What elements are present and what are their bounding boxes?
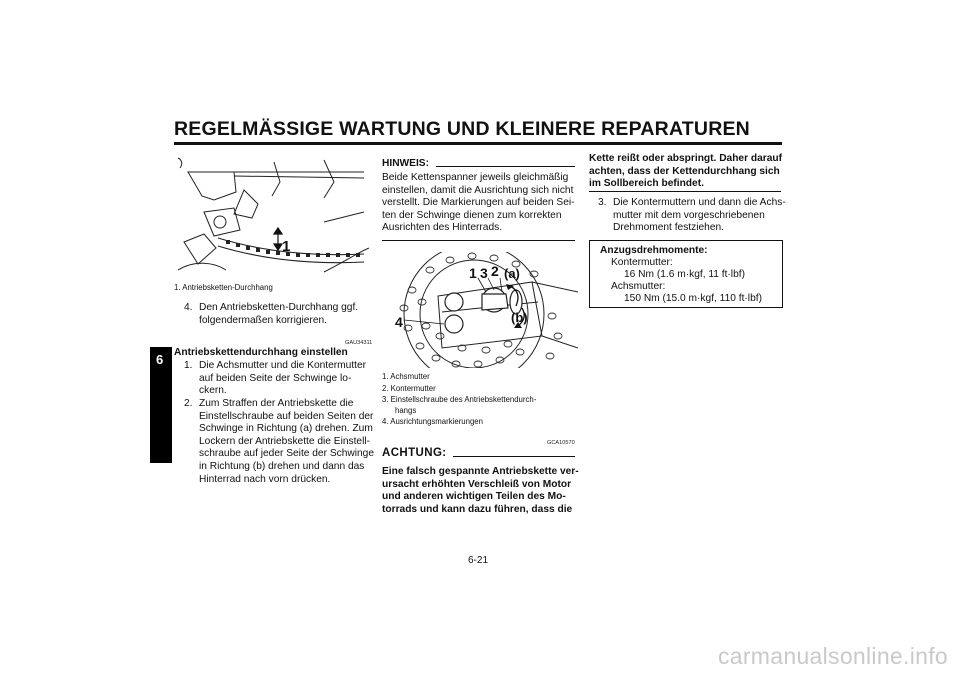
step-line: Lockern der Antriebskette die Einstell-	[199, 435, 371, 447]
warning-line: achten, dass der Kettendurchhang sich	[589, 165, 780, 177]
achtung-label: ACHTUNG:	[382, 447, 447, 459]
step-line: Einstellschraube auf beiden Seiten der	[199, 410, 374, 422]
warning-line: Eine falsch gespannte Antriebskette ver-	[382, 466, 579, 477]
figure-chain-slack	[174, 152, 370, 279]
achtung-text	[382, 466, 578, 516]
step-line: mutter mit dem vorgeschriebenen	[613, 209, 765, 221]
reference-code: GAU34311	[345, 340, 373, 346]
caption-line: 2. Kontermutter	[382, 383, 436, 393]
note-line: Beide Kettenspanner jeweils gleichmäßig	[382, 172, 569, 183]
warning-end-rule	[589, 191, 781, 192]
warning-continued	[589, 153, 785, 191]
figure-label-2: 2	[491, 263, 499, 279]
section-heading: Antriebskettendurchhang einstellen	[174, 347, 348, 358]
step-line: Hinterrad nach vorn drücken.	[199, 473, 331, 485]
warning-line: torrads und kann dazu führen, dass die	[382, 503, 573, 515]
chapter-tab-number: 6	[156, 352, 164, 367]
step-line: Den Antriebsketten-Durchhang ggf.	[199, 302, 359, 313]
figure-label-a: (a)	[504, 266, 520, 281]
reference-code: GCA10570	[547, 440, 575, 446]
torque-item-value: 16 Nm (1.6 m·kgf, 11 ft·lbf)	[624, 269, 745, 280]
header-rule	[174, 142, 782, 145]
figure-callout-1: 1	[282, 238, 291, 255]
note-line: ten der Schwinge dienen zum korrekten	[382, 209, 562, 221]
torque-spec-box	[589, 240, 783, 308]
page-title: REGELMÄSSIGE WARTUNG UND KLEINERE REPARATUREN	[174, 118, 750, 140]
figure-label-1: 1	[469, 265, 477, 281]
achtung-rule	[453, 456, 575, 457]
warning-line: im Sollbereich befindet.	[589, 178, 704, 190]
step-line: auf beiden Seite der Schwinge lo-	[199, 372, 352, 384]
figure-captions	[382, 372, 578, 428]
caption-line: 4. Ausrichtungsmarkierungen	[382, 417, 483, 427]
warning-line: ursacht erhöhten Verschleiß von Motor	[382, 478, 572, 490]
watermark: carmanualsonline.info	[717, 643, 948, 669]
step-line: Die Kontermuttern und dann die Achs-	[613, 197, 786, 208]
torque-item-label: Kontermutter:	[611, 257, 673, 268]
note-line: verstellt. Die Markierungen auf beiden Sei-	[382, 197, 575, 209]
step-line: Zum Straffen der Antriebskette die	[199, 398, 354, 409]
warning-line: Kette reißt oder abspringt. Daher darauf	[589, 153, 783, 164]
figure-caption: 1. Antriebsketten-Durchhang	[174, 283, 273, 292]
caption-line: 3. Einstellschraube des Antriebskettendurch-	[382, 395, 537, 405]
step-line: ckern.	[199, 385, 227, 397]
step-number: 4.	[184, 302, 193, 313]
hinweis-text	[382, 172, 578, 235]
step-line: schraube auf jeder Seite der Schwinge	[199, 448, 374, 460]
note-line: Ausrichten des Hinterrads.	[382, 222, 503, 234]
step-number: 2.	[184, 398, 193, 409]
torque-item-value: 150 Nm (15.0 m·kgf, 110 ft·lbf)	[624, 293, 762, 304]
step-number: 3.	[598, 197, 607, 208]
caption-line: 1. Achsmutter	[382, 372, 430, 381]
step-line: Drehmoment festziehen.	[613, 222, 724, 234]
page-number: 6-21	[468, 555, 489, 566]
figure-label-3: 3	[480, 265, 488, 281]
note-line: einstellen, damit die Ausrichtung sich nicht	[382, 184, 574, 196]
hinweis-rule	[436, 166, 575, 167]
caption-line: hangs	[395, 405, 417, 415]
hinweis-end-rule	[382, 240, 575, 241]
torque-item-label: Achsmutter:	[611, 281, 666, 292]
hinweis-label: HINWEIS:	[382, 158, 429, 169]
figure-label-b: (b)	[511, 310, 528, 325]
step-number: 1.	[184, 360, 193, 371]
step-line: Die Achsmutter und die Kontermutter	[199, 360, 367, 371]
step-line: Schwinge in Richtung (a) drehen. Zum	[199, 423, 373, 435]
figure-label-4: 4	[395, 314, 403, 330]
step-line: folgendermaßen korrigieren.	[199, 314, 327, 326]
torque-title: Anzugsdrehmomente:	[600, 245, 708, 256]
warning-line: und anderen wichtigen Teilen des Mo-	[382, 491, 566, 503]
step-line: in Richtung (b) drehen und dann das	[199, 461, 365, 472]
